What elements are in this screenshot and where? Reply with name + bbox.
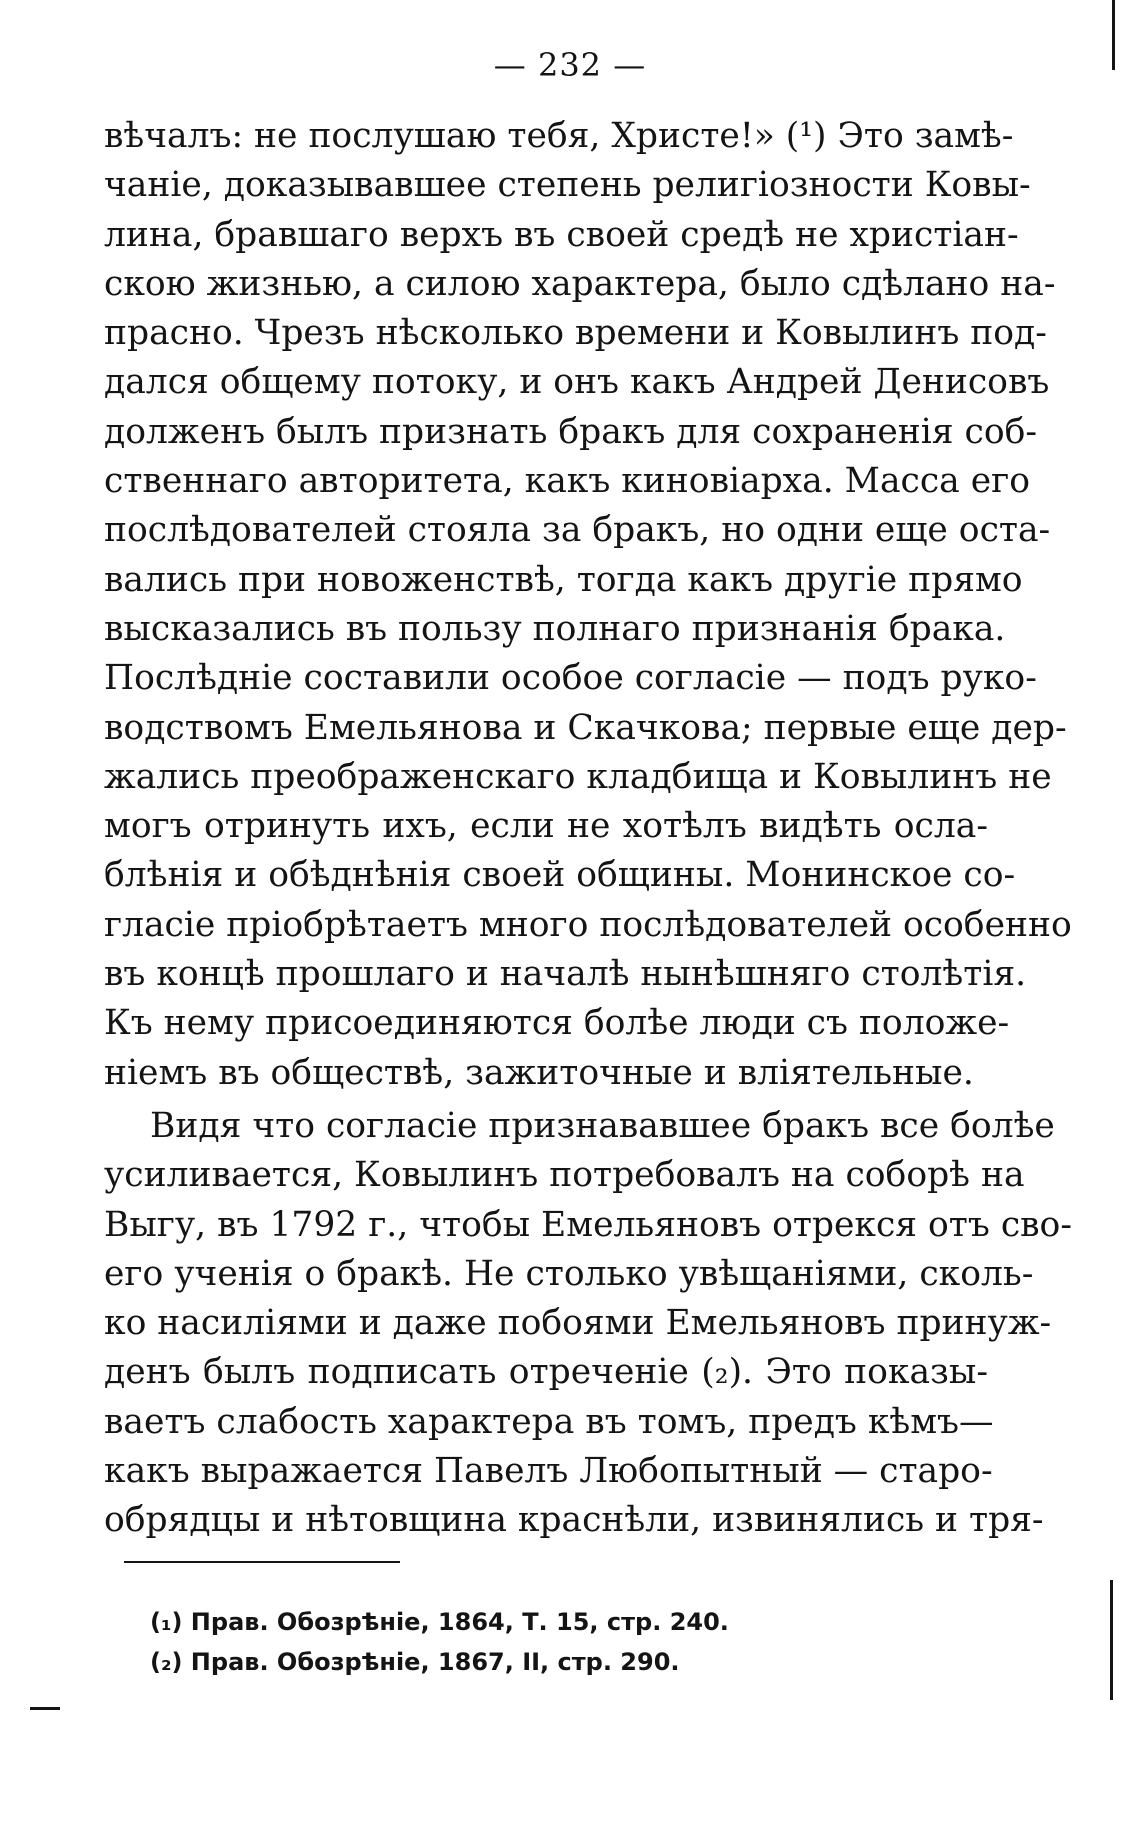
text-line: его ученія о бракѣ. Не столько увѣщаніями, сколь- [104, 1253, 1034, 1294]
text-line: блѣнія и обѣднѣнія своей общины. Монинское со- [104, 855, 1016, 896]
body-text [104, 112, 1072, 1546]
text-line: чаніе, доказывавшее степень религіозности Ковы- [104, 165, 1031, 206]
text-line: послѣдователей стояла за бракъ, но одни еще оста- [104, 510, 1051, 551]
text-line: Видя что согласіе признававшее бракъ все болѣе [150, 1105, 1055, 1146]
text-line: гласіе пріобрѣтаетъ много послѣдователей особенно [104, 904, 1072, 945]
text-line: лина, бравшаго верхъ въ своей средѣ не христіан- [104, 214, 1019, 255]
footnote-separator [124, 1561, 400, 1563]
text-line: усиливается, Ковылинъ потребовалъ на соборѣ на [104, 1155, 1025, 1196]
scan-edge-mark [1110, 1580, 1113, 1700]
text-line: вѣчалъ: не послушаю тебя, Христе!» (¹) Это замѣ- [104, 116, 1014, 156]
text-line: долженъ былъ признать бракъ для сохраненія соб- [104, 411, 1038, 452]
text-line: могъ отринуть ихъ, если не хотѣлъ видѣть осла- [104, 806, 988, 847]
text-line: ственнаго авторитета, какъ киновіарха. Масса его [104, 461, 1030, 502]
text-line: ніемъ въ обществѣ, зажиточные и вліятельные. [104, 1052, 974, 1093]
text-line: Къ нему присоединяются болѣе люди съ положе- [104, 1003, 1010, 1044]
scan-edge-mark [30, 1707, 60, 1710]
text-line: прасно. Чрезъ нѣсколько времени и Ковылинъ под- [104, 313, 1047, 354]
text-line: ваетъ слабость характера въ томъ, предъ кѣмъ— [104, 1401, 994, 1442]
text-line: скою жизнью, а силою характера, было сдѣлано на- [104, 263, 1056, 304]
text-line: обрядцы и нѣтовщина краснѣли, извинялись и тря- [104, 1500, 1044, 1541]
text-line: водствомъ Емельянова и Скачкова; первые еще дер- [104, 707, 1067, 748]
text-line: денъ былъ подписать отреченіе (₂). Это показы- [104, 1352, 988, 1393]
text-line: Послѣдніе составили особое согласіе — подъ руко- [104, 658, 1037, 699]
text-line: дался общему потоку, и онъ какъ Андрей Денисовъ [104, 362, 1050, 403]
text-line: какъ выражается Павелъ Любопытный — старо- [104, 1451, 993, 1492]
text-line: жались преображенскаго кладбища и Ковылинъ не [104, 756, 1052, 797]
text-line: въ концѣ прошлаго и началѣ нынѣшняго столѣтія. [104, 954, 1027, 995]
footnote: (₁) Прав. Обозрѣніе, 1864, Т. 15, стр. 240. [150, 1608, 729, 1636]
text-line: ко насиліями и даже побоями Емельяновъ принуж- [104, 1303, 1052, 1344]
text-line: Выгу, въ 1792 г., чтобы Емельяновъ отрекся отъ сво- [104, 1204, 1072, 1245]
footnotes [150, 1602, 729, 1682]
scan-edge-mark [1112, 0, 1115, 70]
footnote: (₂) Прав. Обозрѣніе, 1867, II, стр. 290. [150, 1648, 680, 1676]
text-line: вались при новоженствѣ, тогда какъ другіе прямо [104, 559, 1023, 600]
page-number: — 232 — [493, 46, 647, 84]
text-line: высказались въ пользу полнаго признанія брака. [104, 608, 1006, 649]
